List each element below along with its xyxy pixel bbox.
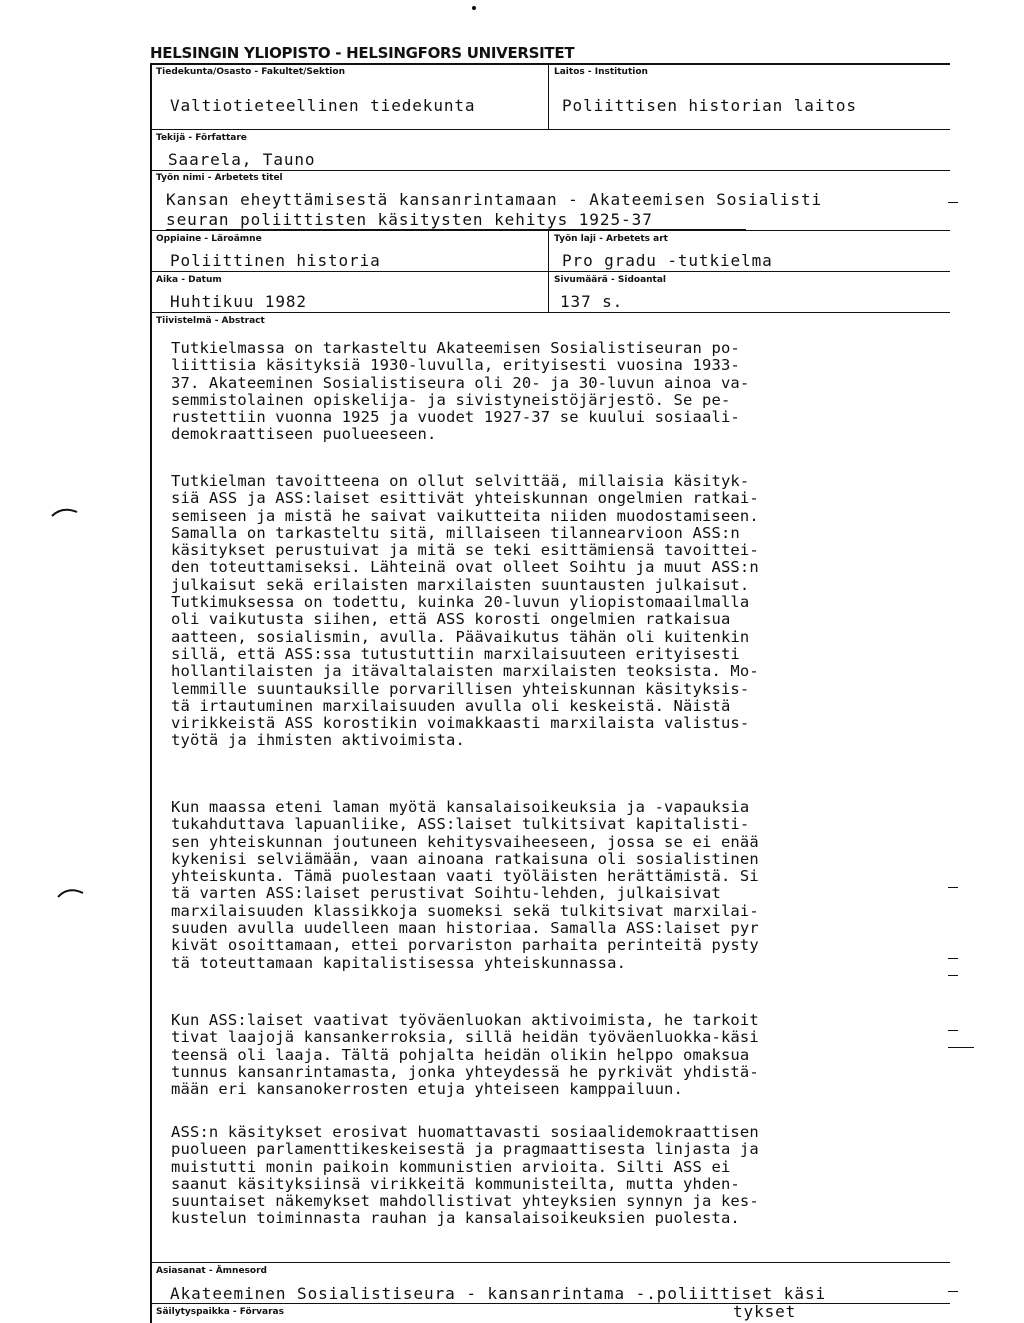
title-underline bbox=[166, 229, 746, 230]
abstract-line: virikkeistä ASS korostikin voimakkaasti marxilaista valistus- bbox=[171, 714, 750, 733]
abstract-line: tunnus kansanrintamasta, jonka yhteydessä he pyrkivät yhdistä- bbox=[171, 1062, 759, 1081]
abstract-line: puolueen parlamenttikeskeisestä ja pragmaattisesta linjasta ja bbox=[171, 1140, 759, 1159]
divider-line bbox=[150, 129, 950, 130]
pages-label: Sivumäärä - Sidoantal bbox=[554, 275, 667, 285]
date-label: Aika - Datum bbox=[156, 275, 222, 285]
abstract-line: Tutkimuksessa on todettu, kuinka 20-luvun yliopistomaailmalla bbox=[171, 593, 750, 612]
abstract-line: Samalla on tarkasteltu sitä, millaiseen tilannearvioon ASS:n bbox=[171, 523, 740, 542]
margin-mark bbox=[948, 1030, 958, 1031]
abstract-line: Kun maassa eteni laman myötä kansalaisoikeuksia ja -vapauksia bbox=[171, 798, 750, 816]
abstract-line: oli vaikutusta siihen, että ASS korosti ongelmien ratkaisua bbox=[171, 610, 731, 629]
abstract-line: tä varten ASS:laiset perustivat Soihtu-lehden, julkaisivat bbox=[171, 884, 721, 903]
abstract-paragraph-4 bbox=[171, 1012, 961, 1098]
divider-line bbox=[150, 1303, 950, 1304]
abstract-line: marxilaisuuden klassikkoja suomeksi sekä tulkitsivat marxilai- bbox=[171, 901, 759, 920]
abstract-line: rustettiin vuonna 1925 ja vuodet 1927-37 se kuului sosiaali- bbox=[171, 408, 740, 427]
abstract-line: suuden avulla uudelleen maan historiaa. Samalla ASS:laiset pyr bbox=[171, 919, 759, 938]
abstract-line: Kun ASS:laiset vaativat työväenluokan aktivoimista, he tarkoit bbox=[171, 1011, 759, 1029]
abstract-line: kivät osoittamaan, ettei porvariston parhaita perinteitä pysty bbox=[171, 936, 759, 955]
scan-dot bbox=[470, 4, 478, 12]
abstract-line: yhteiskunta. Tämä puolestaan vaati työläisten herättämistä. Si bbox=[171, 867, 759, 886]
divider-line bbox=[150, 1262, 950, 1263]
abstract-line: sillä, että ASS:ssa tutustuttiin marxilaisuuteen erityisesti bbox=[171, 644, 740, 663]
abstract-line: saanut käsityksiinsä virikkeitä kommunisteilta, mutta yhden- bbox=[171, 1174, 740, 1193]
type-label: Työn laji - Arbetets art bbox=[554, 234, 668, 244]
abstract-line: kustelun toiminnasta rauhan ja kansalaisoikeuksien puolesta. bbox=[171, 1209, 740, 1228]
faculty-label: Tiedekunta/Osasto - Fakultet/Sektion bbox=[156, 67, 345, 77]
abstract-line: hollantilaisten ja itävaltalaisten marxilaisten teoksista. Mo- bbox=[171, 662, 759, 681]
storage-label: Säilytyspaikka - Förvaras bbox=[156, 1307, 284, 1317]
abstract-line: semmistolainen opiskelija- ja sivistyneistöjärjestö. Se pe- bbox=[171, 390, 731, 409]
divider-line bbox=[150, 312, 950, 313]
abstract-paragraph-2 bbox=[171, 473, 961, 750]
keywords-value-line2: tykset bbox=[733, 1302, 797, 1321]
divider-line bbox=[548, 230, 549, 312]
margin-mark bbox=[948, 1291, 958, 1292]
abstract-line: kykenisi selviämään, vaan ainoana ratkaisuna oli sosialistinen bbox=[171, 849, 759, 868]
faculty-value: Valtiotieteellinen tiedekunta bbox=[170, 96, 476, 115]
abstract-line: semiseen ja mistä he saivat vaikutteita niiden muodostamiseen. bbox=[171, 506, 759, 525]
divider-line bbox=[150, 271, 950, 272]
abstract-line: käsitykset perustuivat ja mitä se teki esittämiensä tavoittei- bbox=[171, 541, 759, 560]
subject-label: Oppiaine - Läroämne bbox=[156, 234, 262, 244]
pages-value: 137 s. bbox=[560, 292, 624, 311]
date-value: Huhtikuu 1982 bbox=[170, 292, 307, 311]
institution-value: Poliittisen historian laitos bbox=[562, 96, 857, 115]
abstract-line: den toteuttamiseksi. Lähteinä ovat olleet Soihtu ja muut ASS:n bbox=[171, 558, 759, 577]
abstract-paragraph-3 bbox=[171, 799, 961, 972]
abstract-line: sen yhteiskunnan joutuneen kehitysvaiheeseen, jossa se ei enää bbox=[171, 832, 759, 851]
abstract-line: aatteen, sosialismin, avulla. Päävaikutus tähän oli kuitenkin bbox=[171, 627, 750, 646]
margin-mark bbox=[948, 1047, 974, 1048]
abstract-paragraph-1 bbox=[171, 340, 961, 444]
type-value: Pro gradu -tutkielma bbox=[562, 251, 773, 270]
abstract-line: julkaisut sekä erilaisten marxilaisten suuntausten julkaisut. bbox=[171, 575, 750, 594]
margin-mark bbox=[948, 887, 958, 888]
subject-value: Poliittinen historia bbox=[170, 251, 381, 270]
abstract-line: muistutti monin paikoin kommunistien arvioita. Silti ASS ei bbox=[171, 1157, 731, 1176]
divider-line bbox=[548, 63, 549, 129]
abstract-line: ASS:n käsitykset erosivat huomattavasti sosiaalidemokraattisen bbox=[171, 1123, 759, 1141]
abstract-line: teensä oli laaja. Tältä pohjalta heidän olikin helppo omaksua bbox=[171, 1045, 750, 1064]
abstract-line: työtä ja ihmisten aktivoimista. bbox=[171, 731, 465, 750]
institution-label: Laitos - Institution bbox=[554, 67, 648, 77]
author-label: Tekijä - Författare bbox=[156, 133, 247, 143]
title-value-line2: seuran poliittisten käsitysten kehitys 1925-37 bbox=[166, 210, 653, 229]
abstract-line: demokraattiseen puolueeseen. bbox=[171, 425, 437, 444]
abstract-label: Tiivistelmä - Abstract bbox=[156, 316, 265, 326]
keywords-label: Asiasanat - Ämnesord bbox=[156, 1266, 267, 1276]
abstract-line: mään eri kansanokerrosten etuja yhteiseen kamppailuun. bbox=[171, 1080, 684, 1099]
divider-line bbox=[150, 170, 950, 171]
abstract-line: tivat laajojä kansankerroksia, sillä heidän työväenluokka-käsi bbox=[171, 1028, 759, 1047]
abstract-line: suuntaiset näkemykset mahdollistivat yhteyksien synnyn ja kes- bbox=[171, 1192, 759, 1211]
divider-line bbox=[150, 230, 950, 231]
abstract-line: tä irtautuminen marxilaisuuden avulla oli keskeistä. Näistä bbox=[171, 696, 731, 715]
margin-mark bbox=[948, 202, 958, 203]
abstract-line: siä ASS ja ASS:laiset esittivät yhteiskunnan ongelmien ratkai- bbox=[171, 489, 759, 508]
abstract-line: tukahduttava lapuanliike, ASS:laiset tulkitsivat kapitalisti- bbox=[171, 815, 750, 834]
abstract-line: lemmille suuntauksille porvarillisen yhteiskunnan käsityksis- bbox=[171, 679, 750, 698]
scan-mark bbox=[50, 505, 80, 519]
abstract-line: liittisia käsityksiä 1930-luvulla, erityisesti vuosina 1933- bbox=[171, 356, 740, 375]
scan-mark bbox=[56, 885, 86, 901]
abstract-line: tä toteuttamaan kapitalistisessa yhteiskunnassa. bbox=[171, 953, 627, 972]
abstract-line: 37. Akateeminen Sosialistiseura oli 20- ja 30-luvun ainoa va- bbox=[171, 373, 750, 392]
margin-mark bbox=[948, 958, 958, 959]
abstract-line: Tutkielmassa on tarkasteltu Akateemisen Sosialistiseuran po- bbox=[171, 339, 740, 357]
title-value-line1: Kansan eheyttämisestä kansanrintamaan - Akateemisen Sosialisti bbox=[166, 190, 823, 209]
keywords-value-line1: Akateeminen Sosialistiseura - kansanrintama -.poliittiset käsi bbox=[170, 1284, 827, 1303]
abstract-paragraph-5 bbox=[171, 1124, 961, 1228]
author-value: Saarela, Tauno bbox=[168, 150, 316, 169]
abstract-line: Tutkielman tavoitteena on ollut selvittää, millaisia käsityk- bbox=[171, 472, 750, 490]
university-header: HELSINGIN YLIOPISTO - HELSINGFORS UNIVERSITET bbox=[150, 44, 575, 62]
title-label: Työn nimi - Arbetets titel bbox=[156, 173, 283, 183]
margin-mark bbox=[948, 975, 958, 976]
